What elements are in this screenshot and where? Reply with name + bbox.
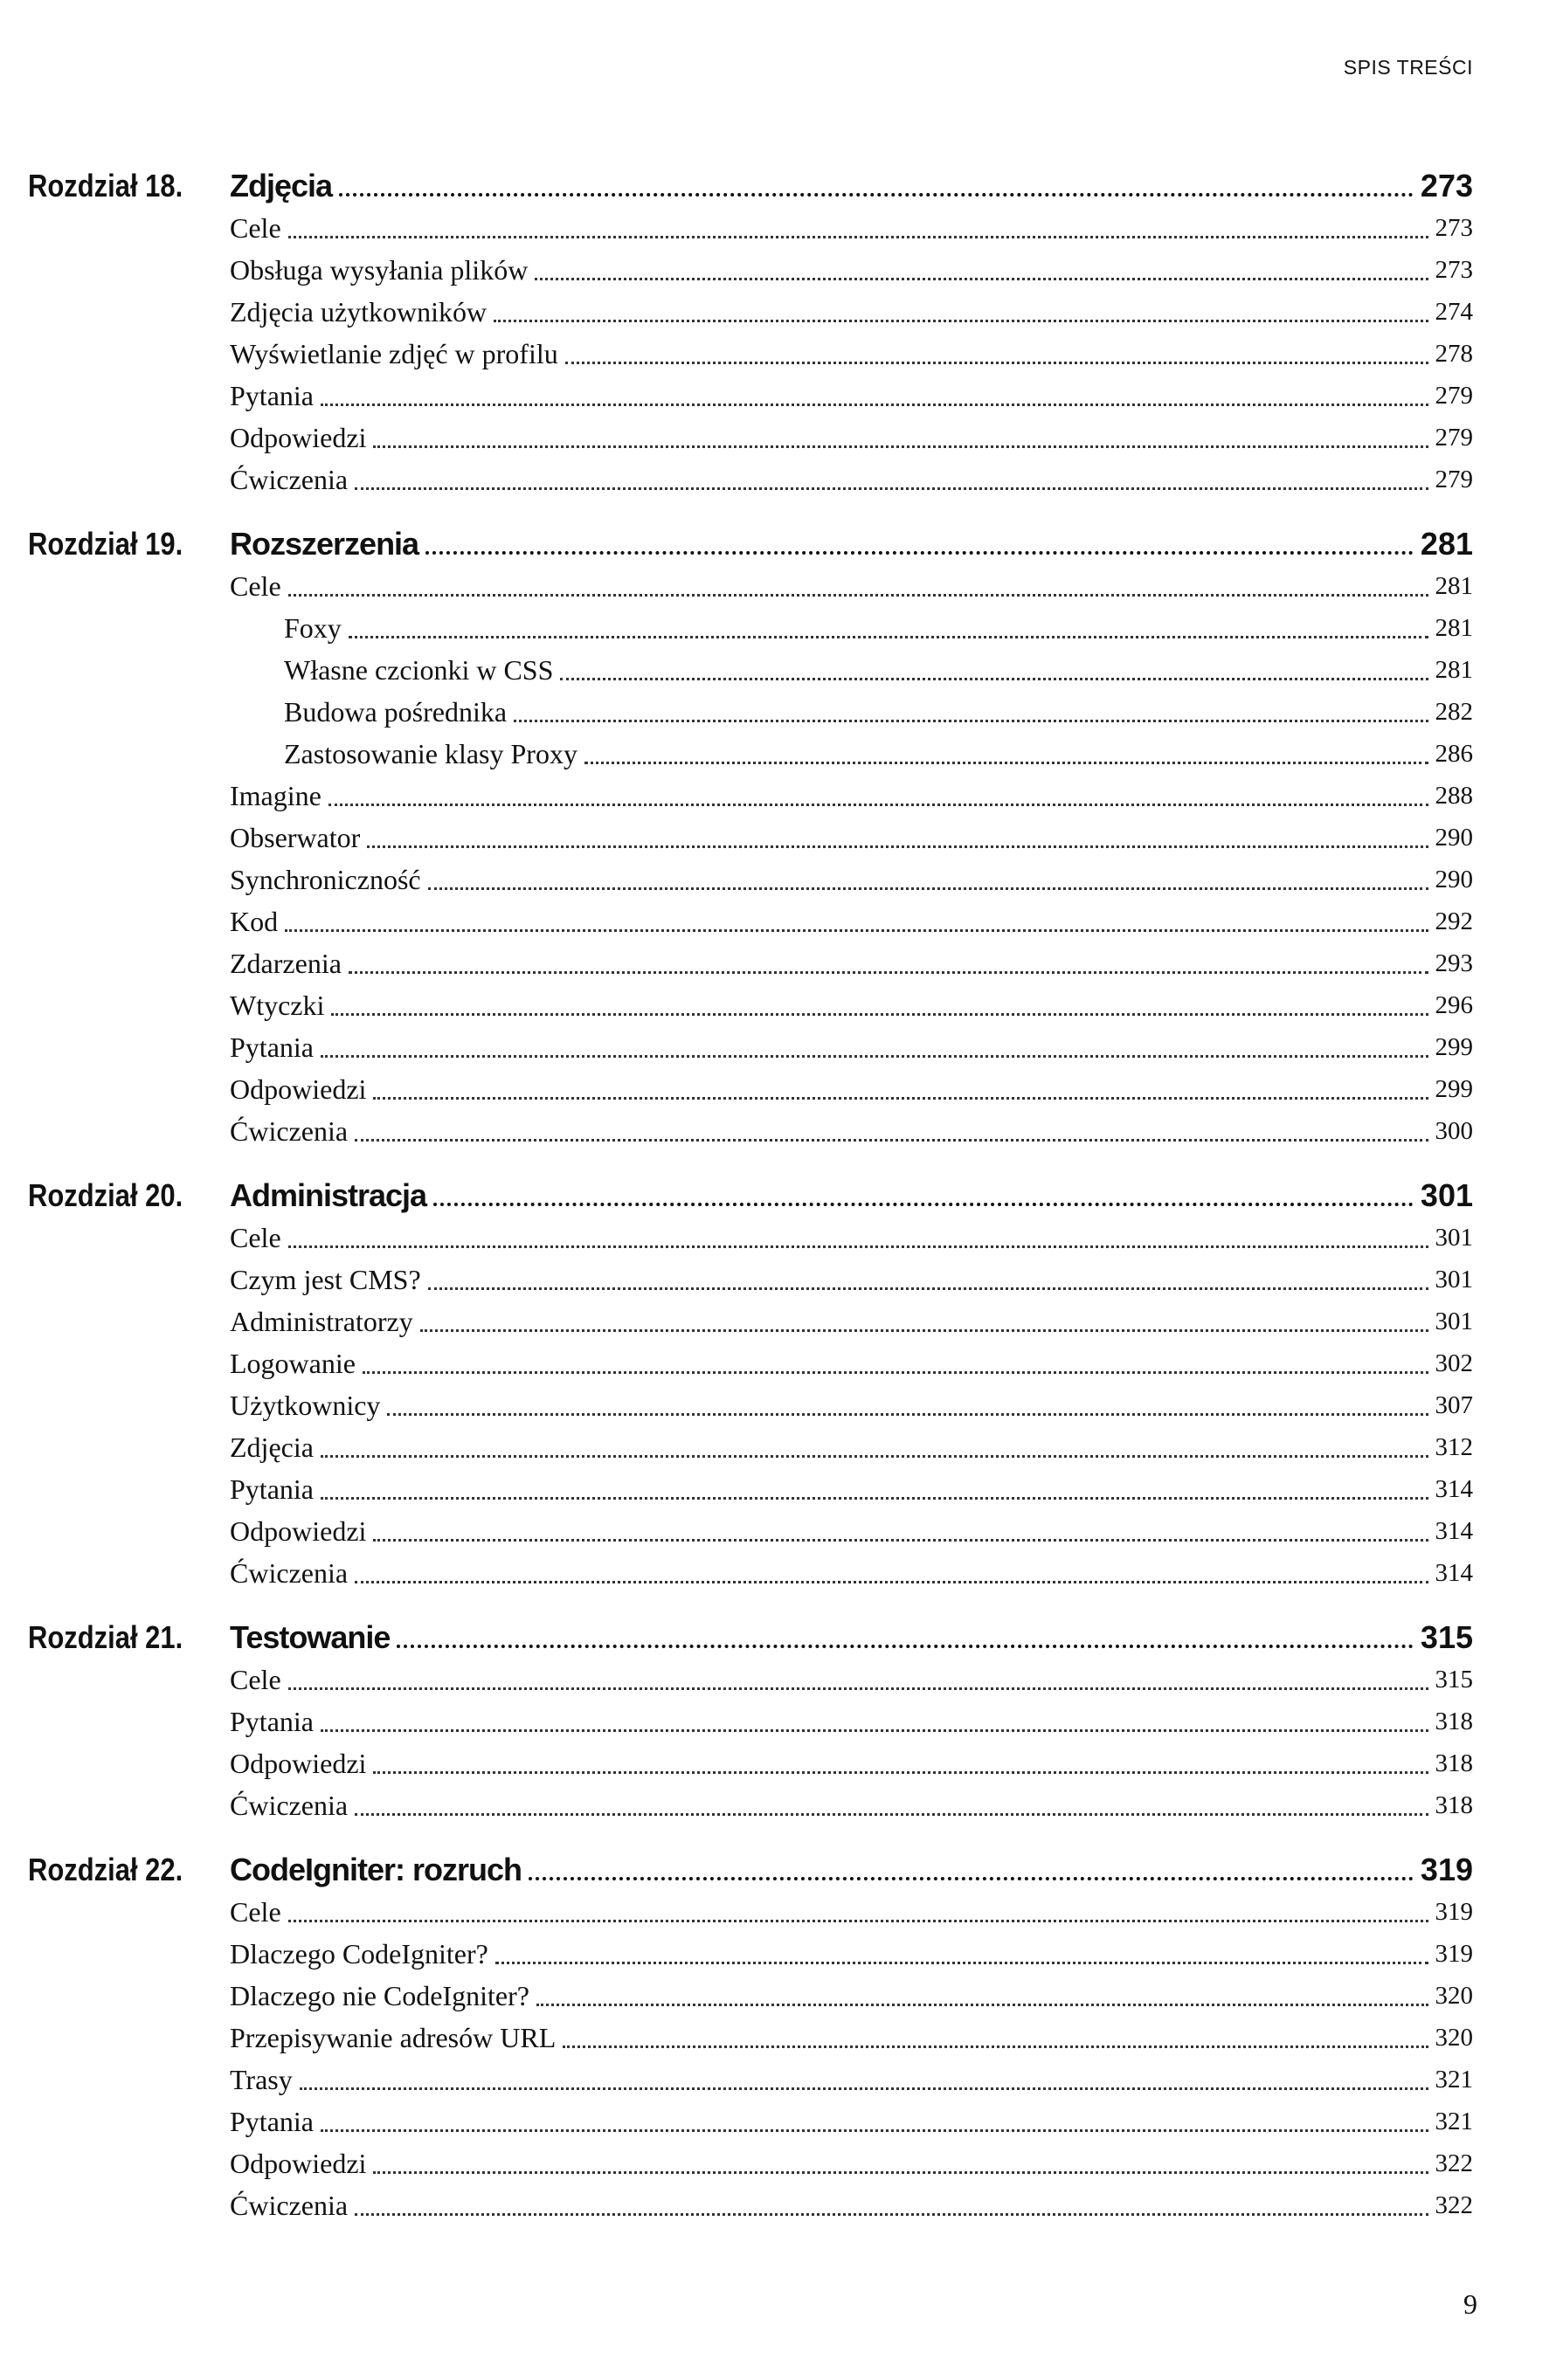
toc-entry[interactable] — [28, 817, 1473, 859]
dot-leader — [529, 1877, 1414, 1880]
entry-label: Kod — [230, 905, 279, 937]
entry-page: 314 — [1435, 1474, 1473, 1503]
chapter-page: 315 — [1420, 1619, 1473, 1655]
entry-page: 279 — [1435, 465, 1473, 493]
entry-label: Własne czcionki w CSS — [284, 653, 554, 686]
toc-entry[interactable] — [28, 1110, 1473, 1152]
dot-leader — [367, 845, 1428, 848]
dot-leader — [536, 2004, 1428, 2006]
toc-entry[interactable] — [28, 1468, 1473, 1510]
toc-entry[interactable] — [28, 775, 1473, 817]
entry-label: Pytania — [230, 379, 314, 411]
chapter-title: Administracja — [230, 1177, 427, 1213]
dot-leader — [563, 2045, 1428, 2048]
entry-page: 288 — [1435, 781, 1473, 810]
entry-label: Użytkownicy — [230, 1389, 381, 1421]
table-of-contents — [28, 165, 1473, 2226]
toc-entry[interactable] — [28, 459, 1473, 500]
entry-page: 318 — [1435, 1707, 1473, 1735]
toc-entry[interactable] — [28, 1933, 1473, 1975]
entry-page: 273 — [1435, 255, 1473, 284]
chapter-title: Rozszerzenia — [230, 526, 419, 562]
entry-page: 322 — [1435, 2190, 1473, 2219]
dot-leader — [288, 1245, 1428, 1248]
toc-entry[interactable] — [28, 2059, 1473, 2101]
toc-entry[interactable] — [28, 375, 1473, 417]
entry-page: 281 — [1435, 655, 1473, 684]
dot-leader — [321, 1729, 1428, 1732]
chapter-number: Rozdział 20. — [28, 1177, 183, 1213]
entry-page: 314 — [1435, 1516, 1473, 1545]
toc-entry[interactable] — [28, 1342, 1473, 1384]
entry-label: Pytania — [230, 1705, 314, 1737]
toc-entry[interactable] — [28, 1426, 1473, 1468]
toc-entry[interactable] — [28, 565, 1473, 607]
dot-leader — [331, 1013, 1428, 1016]
entry-label: Pytania — [230, 1473, 314, 1505]
toc-entry[interactable] — [28, 900, 1473, 942]
entry-page: 307 — [1435, 1390, 1473, 1419]
entry-page: 301 — [1435, 1307, 1473, 1335]
toc-entry[interactable] — [28, 1026, 1473, 1068]
entry-page: 312 — [1435, 1432, 1473, 1461]
toc-entry[interactable] — [28, 649, 1473, 691]
toc-entry[interactable] — [28, 207, 1473, 249]
dot-leader — [535, 278, 1428, 280]
toc-entry[interactable] — [28, 859, 1473, 900]
entry-label: Wtyczki — [230, 989, 325, 1021]
dot-leader — [321, 404, 1428, 406]
toc-entry[interactable] — [28, 1659, 1473, 1700]
entry-page: 296 — [1435, 990, 1473, 1019]
entry-page: 301 — [1435, 1223, 1473, 1252]
dot-leader — [584, 762, 1428, 764]
toc-entry[interactable] — [28, 1552, 1473, 1594]
entry-label: Zdarzenia — [230, 947, 342, 979]
dot-leader — [565, 362, 1428, 364]
toc-entry[interactable] — [28, 942, 1473, 984]
dot-leader — [285, 929, 1428, 932]
dot-leader — [397, 1645, 1414, 1648]
dot-leader — [428, 887, 1428, 890]
entry-page: 286 — [1435, 739, 1473, 768]
toc-entry[interactable] — [28, 333, 1473, 375]
chapter-page: 319 — [1420, 1852, 1473, 1887]
toc-entry[interactable] — [28, 2142, 1473, 2184]
toc-entry[interactable] — [28, 1217, 1473, 1259]
running-head: SPIS TREŚCI — [1343, 56, 1473, 79]
entry-page: 282 — [1435, 697, 1473, 726]
dot-leader — [339, 193, 1414, 197]
entry-label: Zastosowanie klasy Proxy — [284, 737, 577, 769]
toc-entry[interactable] — [28, 2101, 1473, 2142]
dot-leader — [355, 1139, 1428, 1142]
dot-leader — [321, 1455, 1428, 1458]
toc-entry[interactable] — [28, 607, 1473, 649]
dot-leader — [288, 1687, 1428, 1690]
dot-leader — [321, 1055, 1428, 1058]
chapter-title: CodeIgniter: rozruch — [230, 1852, 522, 1887]
chapter-heading[interactable] — [28, 1849, 1473, 1891]
entry-label: Ćwiczenia — [230, 1114, 349, 1147]
entry-label: Synchroniczność — [230, 863, 421, 895]
toc-entry[interactable] — [28, 691, 1473, 733]
entry-label: Pytania — [230, 2105, 314, 2137]
dot-leader — [349, 971, 1428, 974]
chapter-heading[interactable] — [28, 1175, 1473, 1217]
chapter-page: 301 — [1420, 1177, 1473, 1213]
entry-label: Wyświetlanie zdjęć w profilu — [230, 337, 558, 369]
dot-leader — [433, 1203, 1414, 1206]
chapter-number: Rozdział 22. — [28, 1852, 183, 1887]
entry-label: Odpowiedzi — [230, 1747, 367, 1779]
toc-entry[interactable] — [28, 1742, 1473, 1784]
entry-label: Czym jest CMS? — [230, 1263, 421, 1295]
entry-label: Cele — [230, 1221, 281, 1253]
toc-entry[interactable] — [28, 1300, 1473, 1342]
entry-label: Foxy — [284, 611, 342, 644]
dot-leader — [495, 1962, 1428, 1964]
entry-page: 292 — [1435, 907, 1473, 935]
entry-label: Trasy — [230, 2063, 293, 2095]
dot-leader — [355, 1581, 1428, 1583]
entry-page: 290 — [1435, 823, 1473, 852]
entry-label: Zdjęcia użytkowników — [230, 295, 488, 328]
entry-page: 279 — [1435, 423, 1473, 452]
dot-leader — [373, 1097, 1428, 1100]
toc-entry[interactable] — [28, 1891, 1473, 1933]
entry-page: 319 — [1435, 1939, 1473, 1968]
dot-leader — [300, 2087, 1428, 2090]
entry-label: Logowanie — [230, 1347, 356, 1379]
entry-label: Pytania — [230, 1031, 314, 1063]
chapter-number: Rozdział 18. — [28, 168, 183, 204]
chapter-heading[interactable] — [28, 523, 1473, 565]
entry-label: Cele — [230, 569, 281, 602]
chapter-number: Rozdział 19. — [28, 526, 183, 562]
entry-label: Odpowiedzi — [230, 1514, 367, 1547]
dot-leader — [494, 320, 1428, 322]
dot-leader — [329, 804, 1428, 806]
toc-entry[interactable] — [28, 1259, 1473, 1300]
chapter-heading[interactable] — [28, 165, 1473, 207]
dot-leader — [373, 2171, 1428, 2174]
dot-leader — [321, 1497, 1428, 1500]
dot-leader — [355, 1813, 1428, 1816]
entry-label: Imagine — [230, 779, 322, 811]
dot-leader — [420, 1329, 1428, 1332]
dot-leader — [288, 236, 1428, 238]
dot-leader — [321, 2129, 1428, 2132]
dot-leader — [373, 445, 1428, 448]
toc-entry[interactable] — [28, 2017, 1473, 2059]
entry-label: Przepisywanie adresów URL — [230, 2021, 557, 2053]
entry-page: 318 — [1435, 1749, 1473, 1777]
toc-entry[interactable] — [28, 733, 1473, 775]
chapter-title: Testowanie — [230, 1619, 391, 1655]
dot-leader — [288, 594, 1428, 597]
entry-label: Ćwiczenia — [230, 2189, 349, 2221]
toc-entry[interactable] — [28, 984, 1473, 1026]
entry-label: Cele — [230, 211, 281, 244]
entry-label: Obsługa wysyłania plików — [230, 253, 529, 286]
entry-page: 321 — [1435, 2107, 1473, 2135]
dot-leader — [349, 636, 1428, 638]
entry-page: 281 — [1435, 571, 1473, 600]
chapter-heading[interactable] — [28, 1617, 1473, 1659]
entry-page: 315 — [1435, 1665, 1473, 1694]
toc-entry[interactable] — [28, 291, 1473, 333]
chapter-page: 281 — [1420, 526, 1473, 562]
entry-label: Odpowiedzi — [230, 1073, 367, 1105]
dot-leader — [373, 1771, 1428, 1774]
dot-leader — [288, 1920, 1428, 1922]
entry-page: 321 — [1435, 2065, 1473, 2094]
entry-page: 320 — [1435, 1981, 1473, 2010]
toc-entry[interactable] — [28, 2184, 1473, 2226]
entry-label: Cele — [230, 1895, 281, 1928]
entry-page: 322 — [1435, 2149, 1473, 2177]
dot-leader — [373, 1539, 1428, 1542]
dot-leader — [560, 678, 1428, 680]
entry-page: 320 — [1435, 2023, 1473, 2052]
toc-entry[interactable] — [28, 1700, 1473, 1742]
entry-label: Zdjęcia — [230, 1431, 314, 1463]
entry-label: Odpowiedzi — [230, 2147, 367, 2179]
entry-page: 290 — [1435, 865, 1473, 893]
dot-leader — [428, 1287, 1428, 1290]
entry-label: Cele — [230, 1663, 281, 1695]
entry-page: 302 — [1435, 1349, 1473, 1377]
entry-label: Odpowiedzi — [230, 421, 367, 453]
entry-label: Ćwiczenia — [230, 463, 349, 495]
entry-label: Ćwiczenia — [230, 1789, 349, 1821]
entry-page: 299 — [1435, 1032, 1473, 1061]
entry-page: 281 — [1435, 613, 1473, 642]
toc-entry[interactable] — [28, 1784, 1473, 1826]
toc-entry[interactable] — [28, 1510, 1473, 1552]
chapter-page: 273 — [1420, 168, 1473, 204]
entry-page: 301 — [1435, 1265, 1473, 1293]
toc-entry[interactable] — [28, 1384, 1473, 1426]
entry-label: Budowa pośrednika — [284, 695, 508, 728]
entry-page: 314 — [1435, 1558, 1473, 1587]
entry-label: Obserwator — [230, 821, 361, 853]
entry-page: 300 — [1435, 1116, 1473, 1145]
dot-leader — [425, 551, 1414, 555]
entry-page: 273 — [1435, 213, 1473, 242]
entry-label: Dlaczego CodeIgniter? — [230, 1937, 488, 1970]
entry-page: 279 — [1435, 381, 1473, 410]
dot-leader — [355, 487, 1428, 490]
toc-entry[interactable] — [28, 1975, 1473, 2017]
toc-entry[interactable] — [28, 417, 1473, 459]
entry-label: Administratorzy — [230, 1305, 413, 1337]
toc-entry[interactable] — [28, 1068, 1473, 1110]
dot-leader — [355, 2213, 1428, 2216]
entry-page: 274 — [1435, 297, 1473, 326]
dot-leader — [363, 1371, 1428, 1374]
chapter-title: Zdjęcia — [230, 168, 333, 204]
dot-leader — [387, 1413, 1428, 1416]
page-number: 9 — [1463, 2288, 1477, 2320]
entry-page: 278 — [1435, 339, 1473, 368]
entry-label: Ćwiczenia — [230, 1556, 349, 1589]
entry-label: Dlaczego nie CodeIgniter? — [230, 1979, 529, 2011]
chapter-number: Rozdział 21. — [28, 1619, 183, 1655]
dot-leader — [514, 720, 1428, 722]
entry-page: 319 — [1435, 1897, 1473, 1926]
entry-page: 293 — [1435, 949, 1473, 977]
entry-page: 299 — [1435, 1074, 1473, 1103]
entry-page: 318 — [1435, 1790, 1473, 1819]
toc-entry[interactable] — [28, 249, 1473, 291]
